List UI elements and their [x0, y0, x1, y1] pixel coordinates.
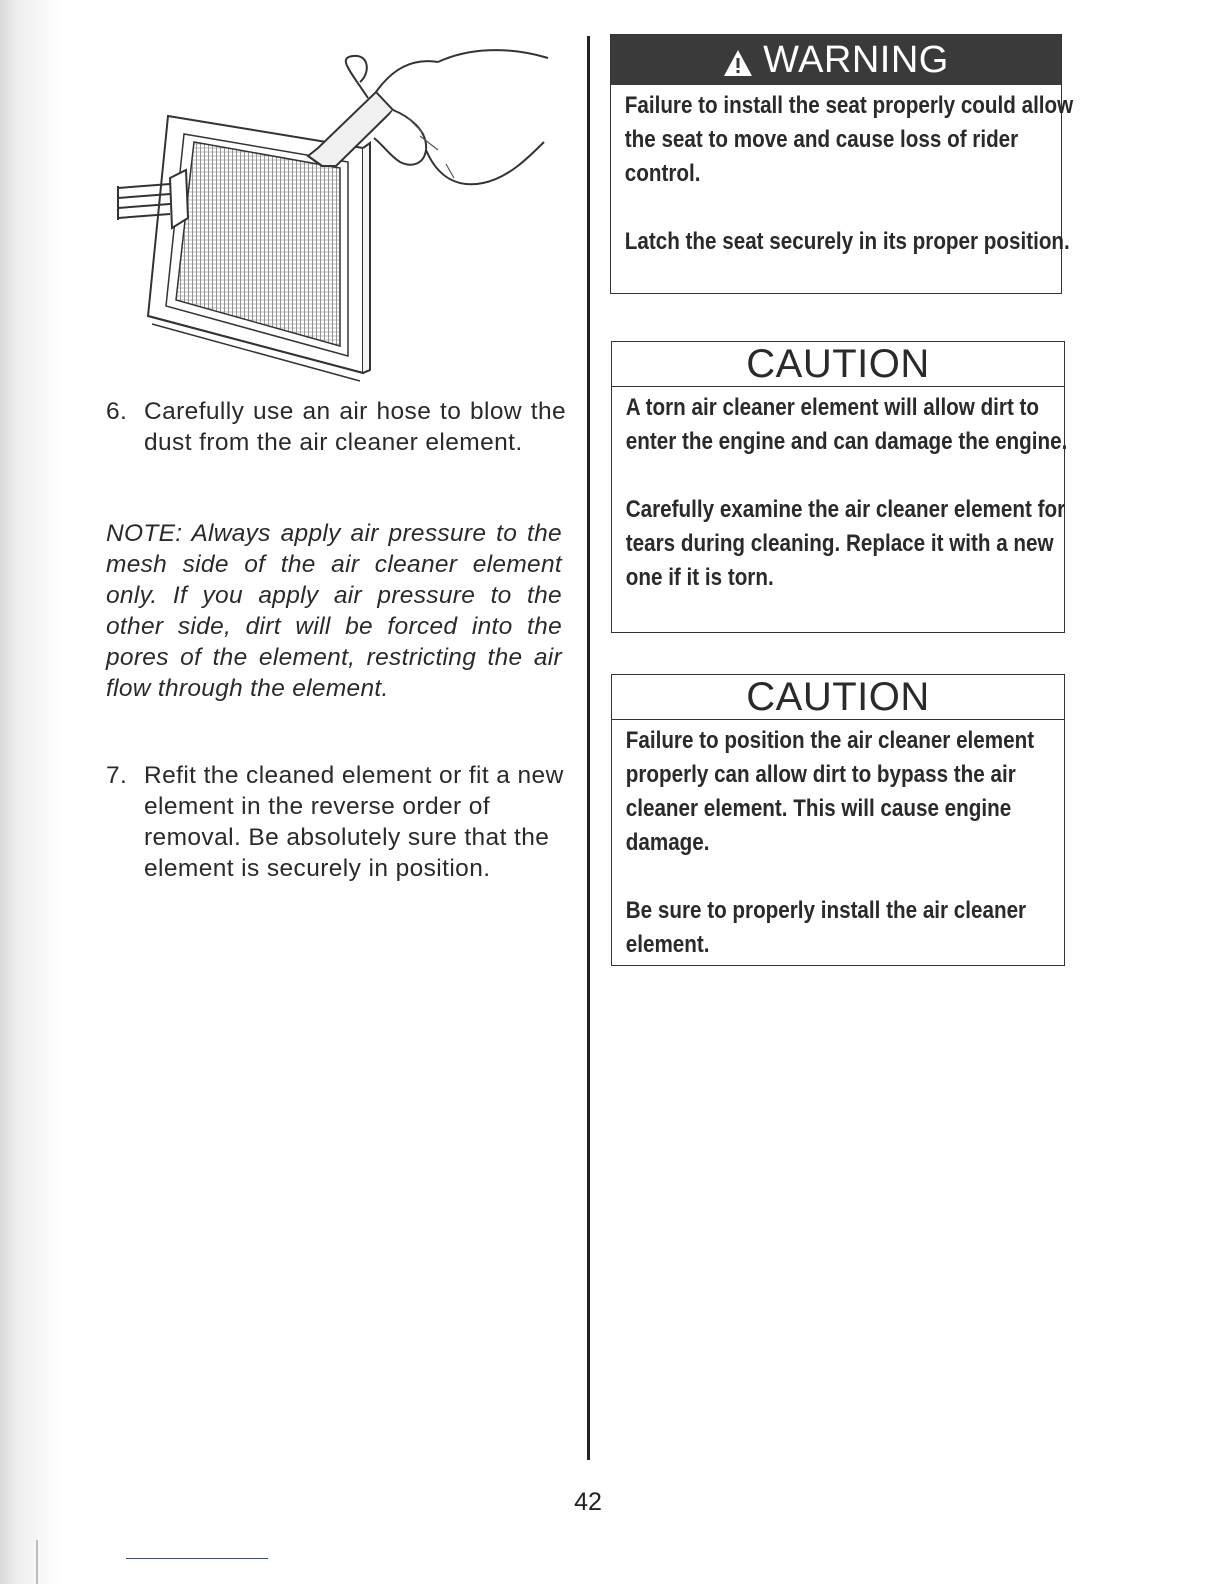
caution-body	[612, 387, 1090, 595]
step-number: 6.	[106, 398, 128, 425]
warning-box	[610, 34, 1074, 294]
warning-paragraph: Latch the seat securely in its proper position.	[624, 228, 1070, 255]
caution-box	[611, 341, 1068, 633]
footer-rule	[126, 1558, 268, 1559]
warning-header	[611, 35, 1061, 85]
step-6	[106, 396, 566, 458]
warning-title: WARNING	[763, 38, 949, 81]
step-text: Carefully use an air hose to blow the dust from the air cleaner element.	[144, 398, 566, 456]
step-text: Refit the cleaned element or fit a new element in the reverse order of removal. Be absolutely sure that the element is securely in position.	[144, 762, 564, 882]
step-7	[106, 760, 566, 884]
caution-paragraph: Carefully examine the air cleaner element for tears during cleaning. Replace it with a new one if it is torn.	[625, 496, 1066, 591]
caution-body	[612, 720, 1090, 962]
caution-paragraph: A torn air cleaner element will allow dirt to enter the engine and can damage the engine.	[625, 394, 1068, 455]
column-divider	[587, 36, 590, 1460]
step-number: 7.	[106, 762, 128, 789]
note-text: NOTE: Always apply air pressure to the mesh side of the air cleaner element only. If you apply air pressure to the other side, dirt will be forced into the pores of the element, restricting the air flow through the element.	[106, 520, 562, 702]
warning-triangle-icon	[723, 49, 753, 77]
warning-body	[611, 85, 1087, 259]
caution-title: CAUTION	[612, 675, 1064, 720]
binding-mark	[36, 1540, 38, 1584]
page-binding-shadow	[0, 0, 62, 1584]
air-cleaner-cleaning-illustration	[108, 38, 560, 388]
page-number: 42	[574, 1488, 602, 1516]
caution-title: CAUTION	[612, 342, 1064, 387]
caution-paragraph: Be sure to properly install the air cleaner element.	[625, 897, 1027, 958]
caution-box	[611, 674, 1065, 966]
warning-paragraph: Failure to install the seat properly could allow the seat to move and cause loss of rider control.	[624, 92, 1074, 187]
caution-paragraph: Failure to position the air cleaner element properly can allow dirt to bypass the air cleaner element. This will cause engine damage.	[625, 727, 1035, 856]
